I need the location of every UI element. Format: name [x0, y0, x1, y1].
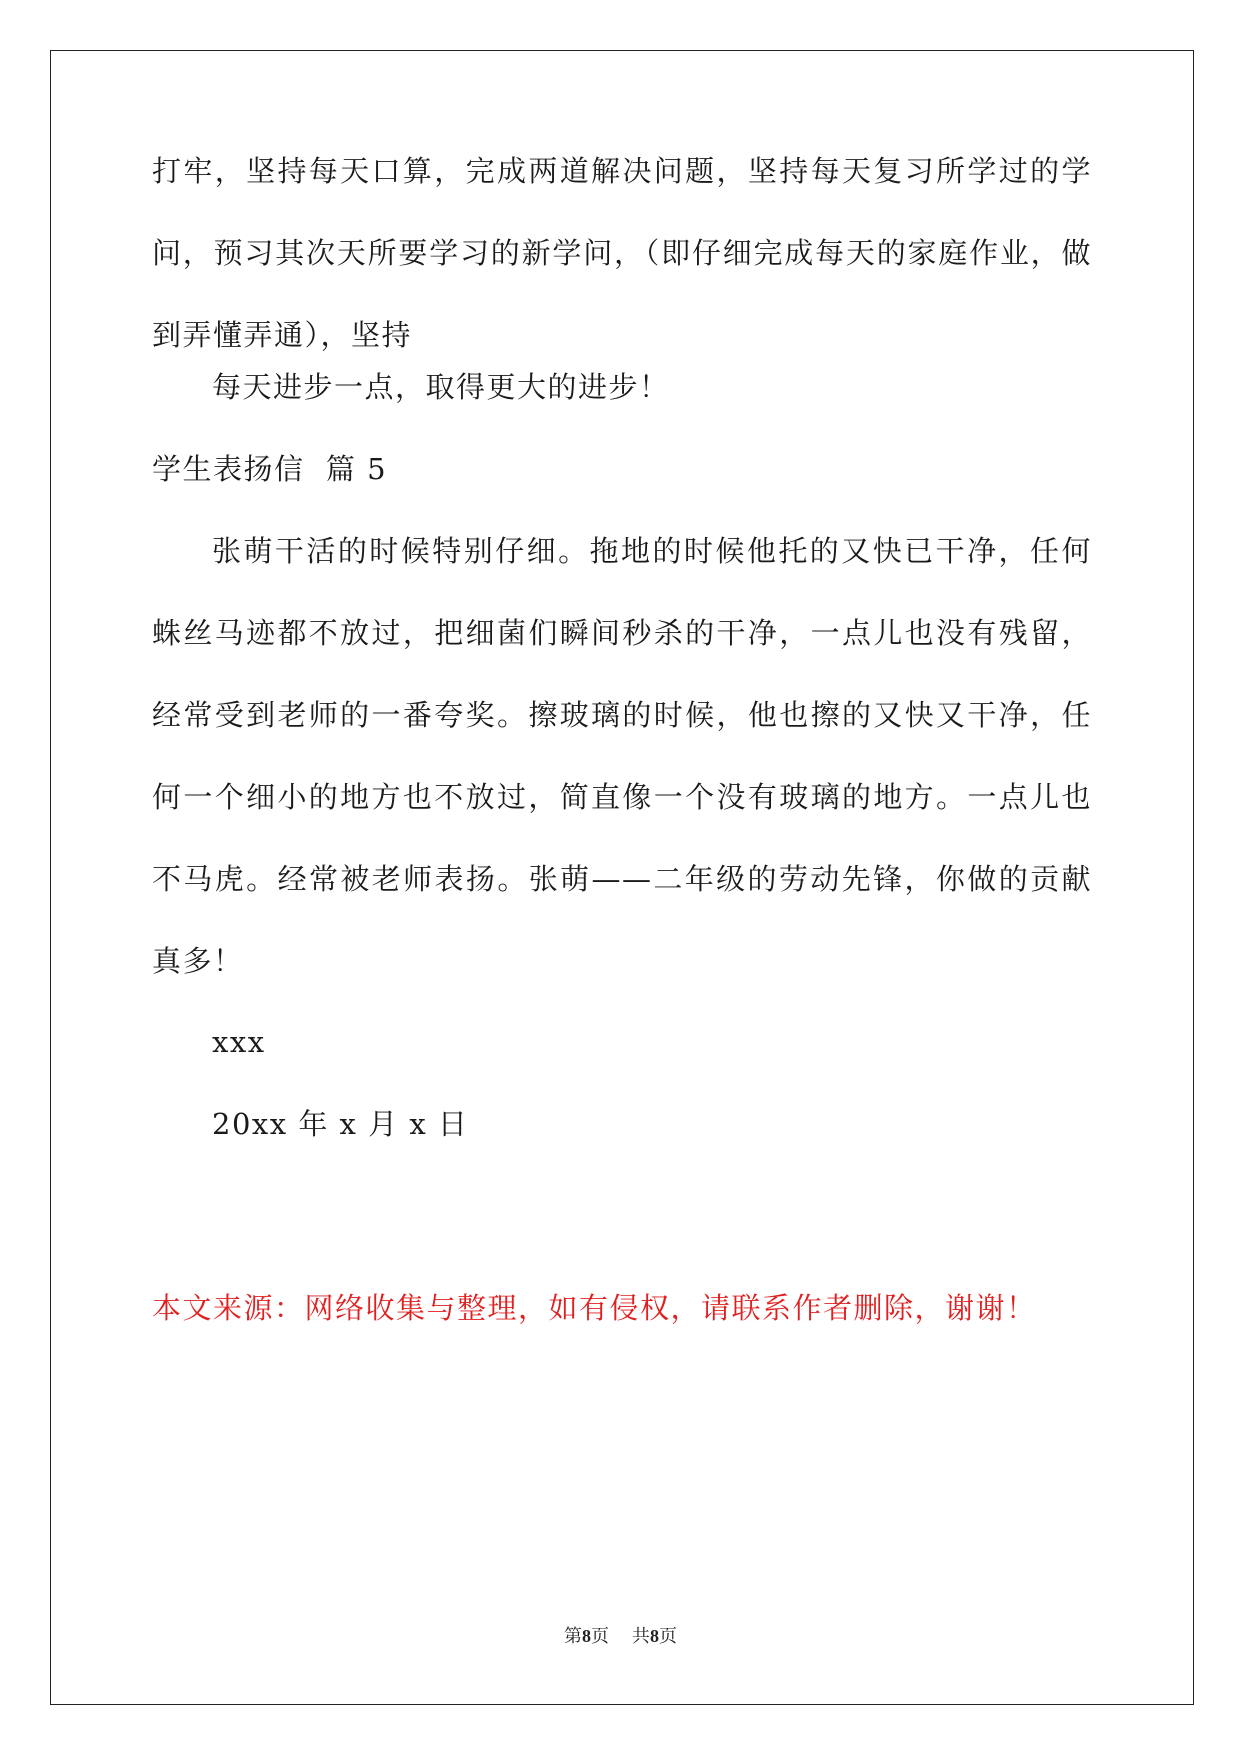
paragraph-line: 蛛丝马迹都不放过，把细菌们瞬间秒杀的干净，一点儿也没有残留，: [152, 616, 1092, 650]
paragraph-line: 打牢，坚持每天口算，完成两道解决问题，坚持每天复习所学过的学: [152, 154, 1092, 188]
paragraph-line: 张萌干活的时候特别仔细。拖地的时候他托的又快已干净，任何: [212, 534, 1092, 568]
page-total: 8: [649, 1626, 659, 1646]
paragraph-2: [152, 346, 1092, 428]
page-number: [0, 1622, 1241, 1648]
paragraph-1: [152, 130, 1092, 376]
paragraph-3: [152, 510, 1092, 1002]
paragraph-line: 到弄懂弄通），坚持: [152, 318, 413, 352]
paragraph-line: 经常受到老师的一番夸奖。擦玻璃的时候，他也擦的又快又干净，任: [152, 698, 1092, 732]
date: 20xx 年 x 月 x 日: [212, 1107, 469, 1141]
paragraph-line: 问，预习其次天所要学习的新学问，（即仔细完成每天的家庭作业，做: [152, 236, 1092, 270]
paragraph-line: 每天进步一点，取得更大的进步！: [212, 370, 670, 404]
paragraph-line: 不马虎。经常被老师表扬。张萌——二年级的劳动先锋，你做的贡献: [152, 862, 1092, 896]
section-title: [152, 428, 1092, 510]
paragraph-line: 何一个细小的地方也不放过，简直像一个没有玻璃的地方。一点儿也: [152, 780, 1092, 814]
section-title-text: 学生表扬信 篇 5: [152, 452, 388, 486]
paragraph-line: 真多！: [152, 944, 244, 978]
copyright-notice: 本文来源：网络收集与整理，如有侵权，请联系作者删除，谢谢！: [152, 1291, 1037, 1325]
signature: xxx: [212, 1025, 266, 1059]
page-suffix: 页: [658, 1626, 677, 1647]
page-prefix: 第: [564, 1626, 583, 1647]
page-current: 8: [582, 1626, 592, 1646]
signature-block: [152, 1001, 1092, 1165]
page-mid: 页 共: [591, 1626, 650, 1647]
